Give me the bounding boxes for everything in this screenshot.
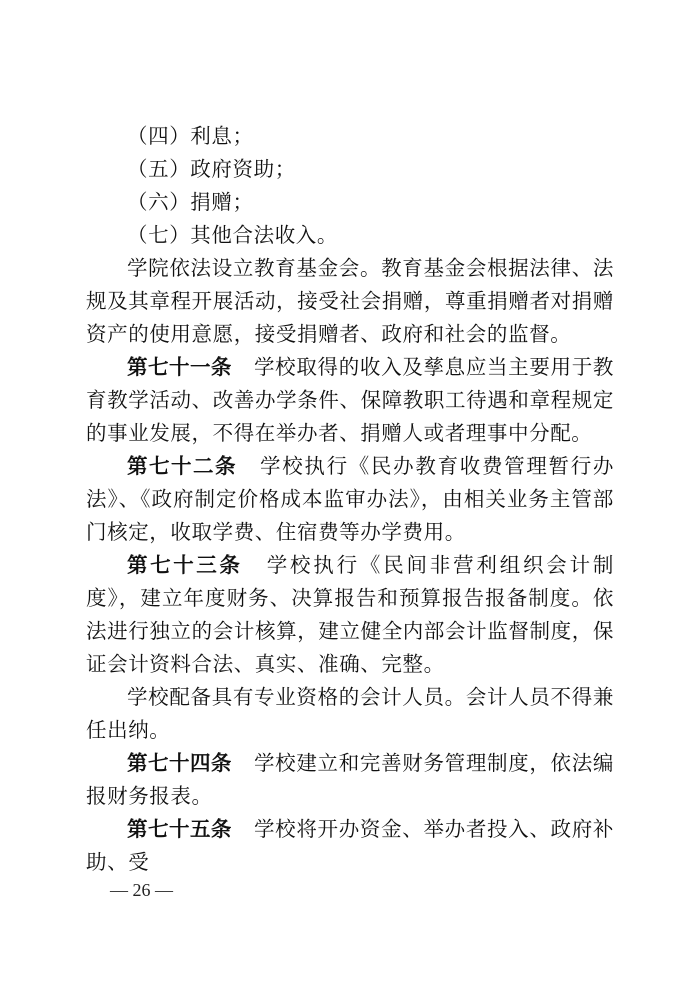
article-73-title: 第七十三条 xyxy=(127,553,243,577)
article-74-title: 第七十四条 xyxy=(127,751,232,775)
article-73 xyxy=(86,549,614,681)
article-74 xyxy=(86,747,614,813)
article-71-text: 学校取得的收入及孳息应当主要用于教育教学活动、改善办学条件、保障教职工待遇和章程规定的事业发展，不得在举办者、捐赠人或者理事中分配。 xyxy=(86,355,615,445)
list-item-donation: （六）捐赠； xyxy=(127,190,254,214)
article-75-text: 学校将开办资金、举办者投入、政府补助、受 xyxy=(86,817,615,874)
article-72-title: 第七十二条 xyxy=(127,454,237,478)
list-item-government-funding: （五）政府资助； xyxy=(127,157,296,181)
list-item-other-income: （七）其他合法收入。 xyxy=(127,223,338,247)
article-75 xyxy=(86,813,614,879)
page-number: — 26 — xyxy=(110,880,173,900)
article-72 xyxy=(86,450,614,549)
article-73-text: 学校执行《民间非营利组织会计制度》，建立年度财务、决算报告和预算报告报备制度。依法进行独立的会计核算，建立健全内部会计监督制度，保证会计资料合法、真实、准确、完整。 xyxy=(86,553,614,676)
article-71 xyxy=(86,351,614,450)
article-71-title: 第七十一条 xyxy=(127,355,232,379)
document-body xyxy=(86,120,614,879)
article-75-title: 第七十五条 xyxy=(127,817,232,841)
paragraph-accountant: 学校配备具有专业资格的会计人员。会计人员不得兼任出纳。 xyxy=(86,685,614,742)
paragraph-education-fund: 学院依法设立教育基金会。教育基金会根据法律、法规及其章程开展活动，接受社会捐赠，尊重捐赠者对捐赠资产的使用意愿，接受捐赠者、政府和社会的监督。 xyxy=(86,256,614,346)
list-item-interest: （四）利息； xyxy=(127,124,254,148)
article-72-text: 学校执行《民办教育收费管理暂行办法》、《政府制定价格成本监审办法》，由相关业务主管部门核定，收取学费、住宿费等办学费用。 xyxy=(86,454,614,544)
article-74-text: 学校建立和完善财务管理制度，依法编报财务报表。 xyxy=(86,751,615,808)
